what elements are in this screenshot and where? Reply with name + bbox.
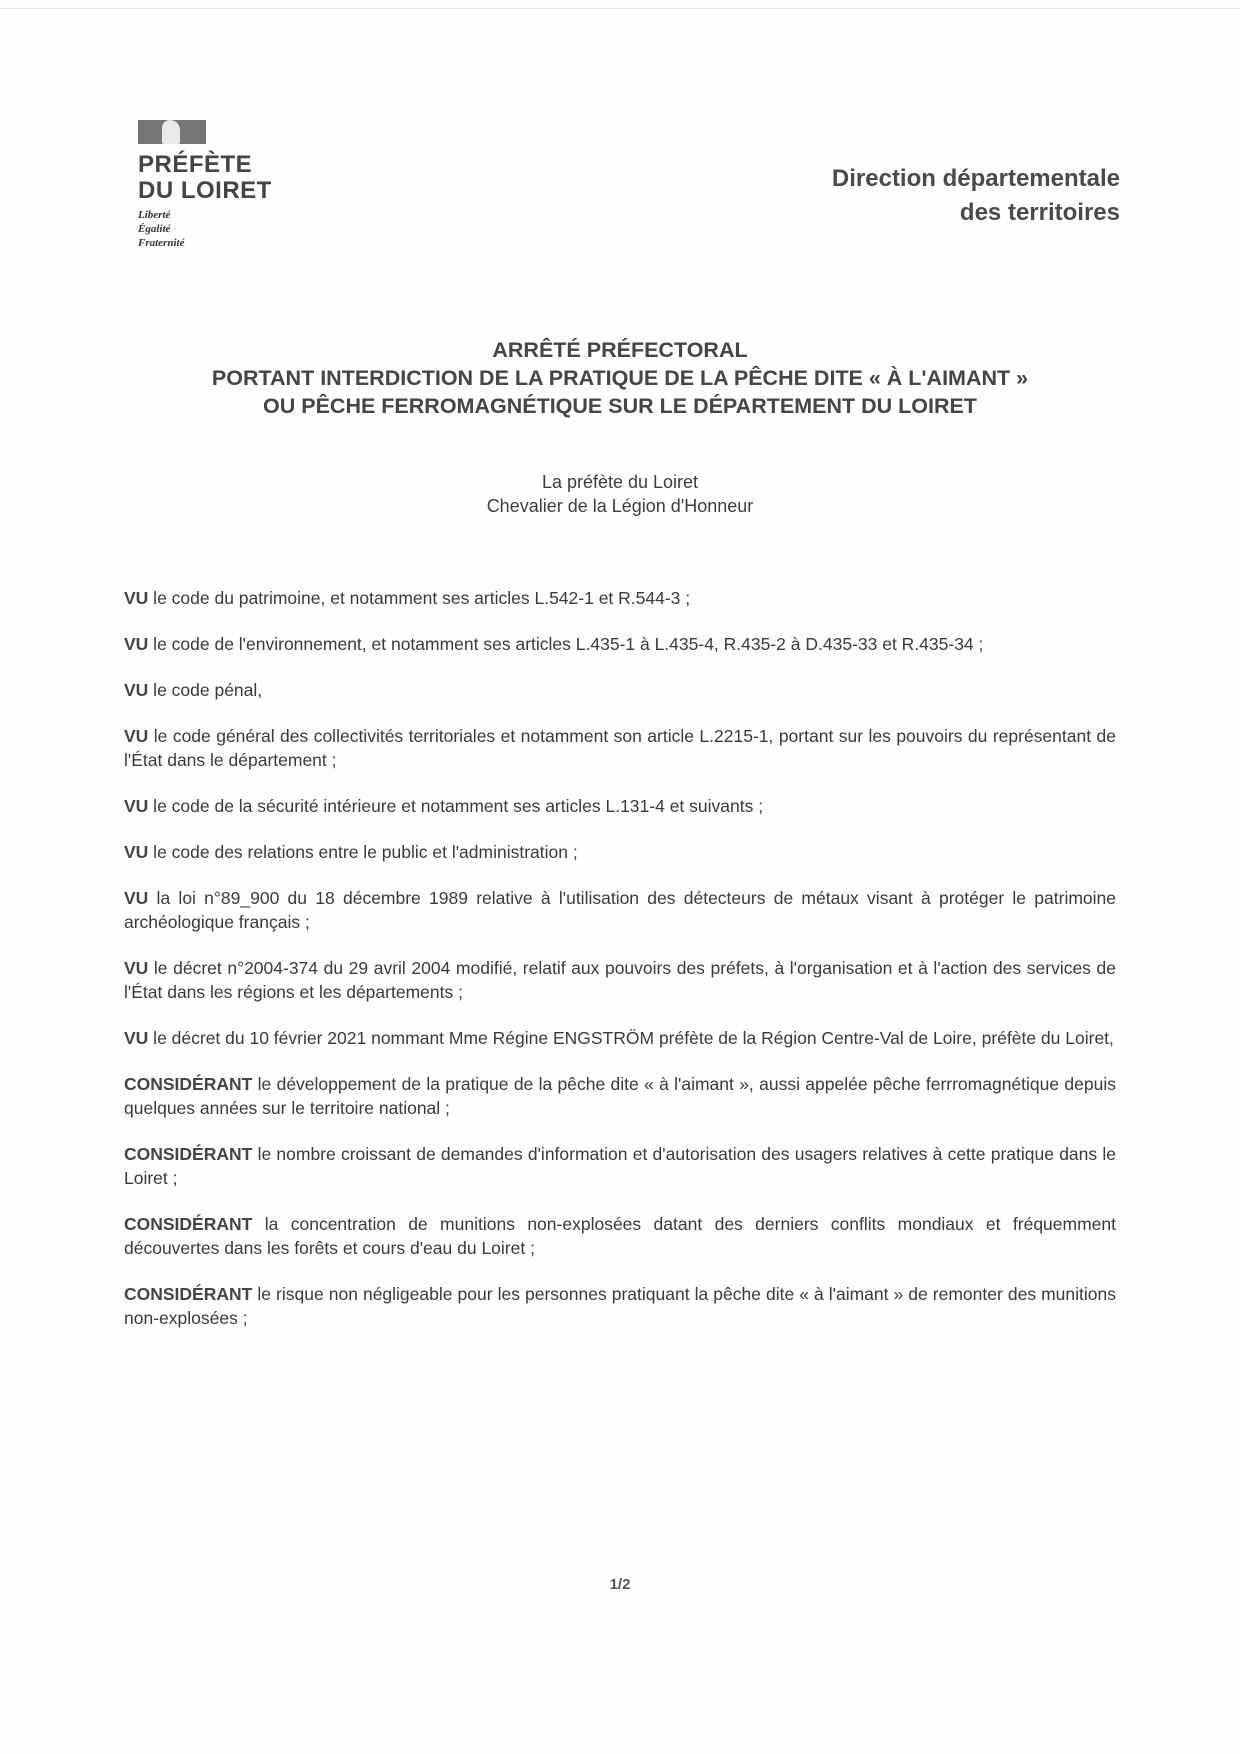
authority-line-1: La préfète du Loiret bbox=[541, 472, 699, 492]
paragraph-keyword: CONSIDÉRANT bbox=[124, 1284, 253, 1304]
legal-basis-paragraph bbox=[124, 632, 1116, 656]
paragraph-text: le décret n°2004-374 du 29 avril 2004 modifié, relatif aux pouvoirs des préfets, à l'organisation et à l'action des services de l'État dans les régions et les départements ; bbox=[124, 958, 1116, 1002]
legal-basis-paragraph bbox=[124, 956, 1116, 1004]
paragraph-text: le code de la sécurité intérieure et notamment ses articles L.131-4 et suivants ; bbox=[148, 796, 764, 816]
legal-basis-paragraph bbox=[124, 586, 1116, 610]
decree-title bbox=[0, 336, 1240, 420]
paragraph-keyword: VU bbox=[124, 842, 149, 862]
title-line-3: OU PÊCHE FERROMAGNÉTIQUE SUR LE DÉPARTEMENT DU LOIRET bbox=[263, 394, 977, 418]
title-line-2: PORTANT INTERDICTION DE LA PRATIQUE DE LA PÊCHE DITE « À L'AIMANT » bbox=[211, 366, 1029, 390]
paragraph-keyword: VU bbox=[124, 888, 149, 908]
paragraph-text: le code des relations entre le public et l'administration ; bbox=[148, 842, 578, 862]
decree-body bbox=[124, 586, 1116, 1352]
paragraph-keyword: VU bbox=[124, 796, 149, 816]
marianne-flag-icon bbox=[138, 120, 206, 144]
considering-paragraph bbox=[124, 1072, 1116, 1120]
considering-paragraph bbox=[124, 1282, 1116, 1330]
paragraph-keyword: CONSIDÉRANT bbox=[124, 1144, 253, 1164]
paragraph-keyword: CONSIDÉRANT bbox=[124, 1214, 253, 1234]
motto-egalite: Égalité bbox=[138, 223, 171, 235]
motto-liberte: Liberté bbox=[138, 209, 171, 221]
institution-line-2: DU LOIRET bbox=[138, 177, 272, 204]
prefecture-logo bbox=[138, 120, 272, 250]
legal-basis-paragraph bbox=[124, 886, 1116, 934]
scan-edge-line bbox=[0, 8, 1240, 9]
authority-line-2: Chevalier de la Légion d'Honneur bbox=[486, 496, 754, 516]
considering-paragraph bbox=[124, 1212, 1116, 1260]
direction-line-2: des territoires bbox=[959, 199, 1120, 226]
marianne-profile-icon bbox=[162, 120, 180, 144]
page-number: 1/2 bbox=[609, 1576, 631, 1593]
paragraph-text: le code du patrimoine, et notamment ses articles L.542-1 et R.544-3 ; bbox=[148, 588, 691, 608]
paragraph-text: le décret du 10 février 2021 nommant Mme Régine ENGSTRÖM préfète de la Région Centre-Val de Loire, préfète du Loiret, bbox=[148, 1028, 1114, 1048]
paragraph-keyword: VU bbox=[124, 634, 149, 654]
institution-name bbox=[138, 152, 272, 204]
paragraph-keyword: VU bbox=[124, 958, 149, 978]
paragraph-keyword: CONSIDÉRANT bbox=[124, 1074, 253, 1094]
title-line-1: ARRÊTÉ PRÉFECTORAL bbox=[492, 338, 748, 362]
direction-line-1: Direction départementale bbox=[831, 165, 1120, 192]
issuing-direction bbox=[832, 162, 1120, 230]
paragraph-text: le risque non négligeable pour les personnes pratiquant la pêche dite « à l'aimant » de remonter des munitions non-explosées ; bbox=[124, 1284, 1116, 1328]
paragraph-text: le code général des collectivités territoriales et notamment son article L.2215-1, portant sur les pouvoirs du représentant de l'État dans le département ; bbox=[124, 726, 1116, 770]
considering-paragraph bbox=[124, 1142, 1116, 1190]
paragraph-keyword: VU bbox=[124, 680, 149, 700]
legal-basis-paragraph bbox=[124, 1026, 1116, 1050]
paragraph-text: la loi n°89_900 du 18 décembre 1989 relative à l'utilisation des détecteurs de métaux visant à protéger le patrimoine archéologique français ; bbox=[124, 888, 1116, 932]
paragraph-text: la concentration de munitions non-explosées datant des derniers conflits mondiaux et fréquemment découvertes dans les forêts et cours d'eau du Loiret ; bbox=[124, 1214, 1116, 1258]
legal-basis-paragraph bbox=[124, 794, 1116, 818]
republic-motto bbox=[138, 208, 272, 250]
paragraph-keyword: VU bbox=[124, 726, 149, 746]
paragraph-text: le code de l'environnement, et notamment ses articles L.435-1 à L.435-4, R.435-2 à D.435-33 et R.435-34 ; bbox=[148, 634, 984, 654]
paragraph-keyword: VU bbox=[124, 588, 149, 608]
paragraph-text: le code pénal, bbox=[148, 680, 263, 700]
paragraph-keyword: VU bbox=[124, 1028, 149, 1048]
motto-fraternite: Fraternité bbox=[138, 237, 185, 249]
institution-line-1: PRÉFÈTE bbox=[138, 151, 253, 178]
paragraph-text: le nombre croissant de demandes d'information et d'autorisation des usagers relatives à cette pratique dans le Loiret ; bbox=[124, 1144, 1116, 1188]
legal-basis-paragraph bbox=[124, 724, 1116, 772]
paragraph-text: le développement de la pratique de la pêche dite « à l'aimant », aussi appelée pêche ferrromagnétique depuis quelques années sur le territoire national ; bbox=[124, 1074, 1116, 1118]
legal-basis-paragraph bbox=[124, 678, 1116, 702]
legal-basis-paragraph bbox=[124, 840, 1116, 864]
signing-authority bbox=[0, 470, 1240, 518]
